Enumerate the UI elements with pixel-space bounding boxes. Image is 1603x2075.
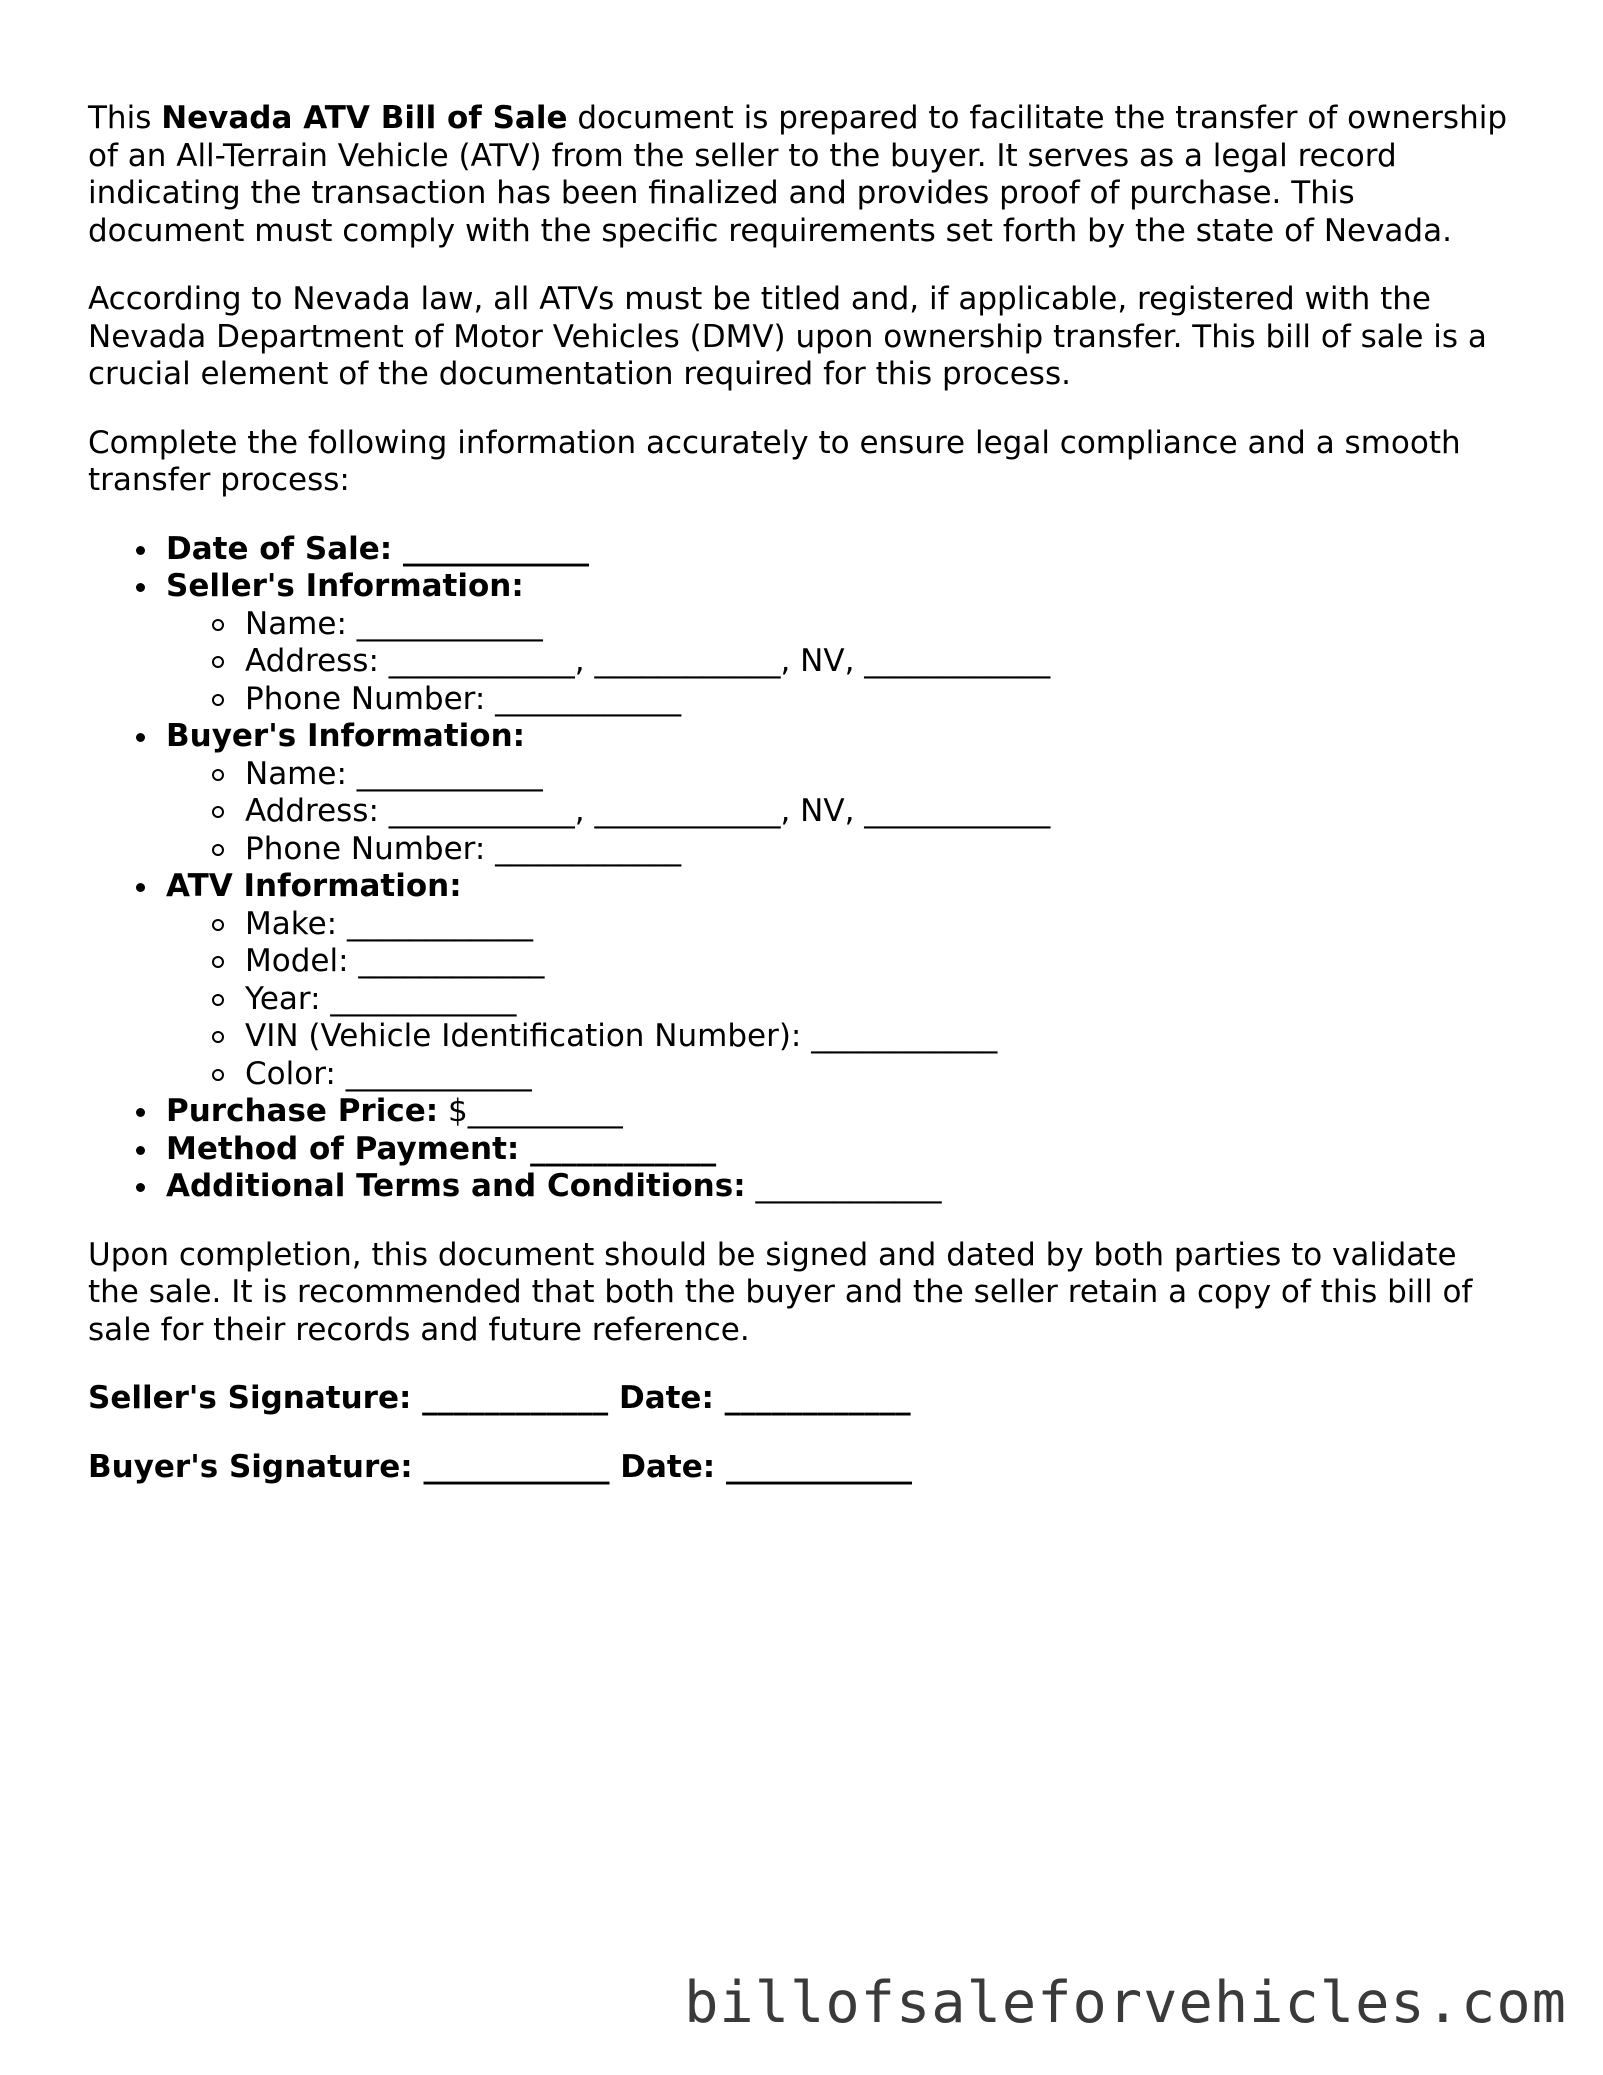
additional-terms-blank: ____________ <box>745 1168 942 1204</box>
additional-terms-field <box>166 1168 1508 1206</box>
purchase-price-field <box>166 1093 1508 1131</box>
atv-information-list <box>166 906 1508 1094</box>
atv-model-field: Model: ____________ <box>245 943 1508 981</box>
buyer-information-section <box>166 718 1508 868</box>
intro-p1-before: This <box>88 100 162 136</box>
site-watermark: billofsaleforvehicles.com <box>684 1970 1567 2036</box>
buyer-information-heading: Buyer's Information: <box>166 718 526 754</box>
seller-information-list <box>166 606 1508 719</box>
intro-p1-after: document is prepared to facilitate the transfer of ownership of an All-Terrain Vehicle (ATV) from the seller to the buyer. It serves as a legal record indicating the transaction has been finalized and provides proof of purchase. This document must comply with the specific requirements set forth by the state of Nevada. <box>88 100 1508 249</box>
purchase-price-blank: $__________ <box>438 1093 623 1129</box>
buyer-address-field: Address: ____________, ____________, NV, ____________ <box>245 793 1508 831</box>
intro-paragraph-2: According to Nevada law, all ATVs must be titled and, if applicable, registered with the Nevada Department of Motor Vehicles (DMV) upon ownership transfer. This bill of sale is a crucial element of the documentation required for this process. <box>88 281 1487 392</box>
atv-information-heading: ATV Information: <box>166 868 462 904</box>
buyer-information-list <box>166 756 1508 869</box>
seller-information-heading: Seller's Information: <box>166 568 524 604</box>
purchase-price-label: Purchase Price: <box>166 1093 439 1129</box>
atv-color-field: Color: ____________ <box>245 1056 1508 1094</box>
seller-phone-field: Phone Number: ____________ <box>245 681 1508 719</box>
atv-year-field: Year: ____________ <box>245 981 1508 1019</box>
atv-vin-field: VIN (Vehicle Identification Number): ____________ <box>245 1018 1508 1056</box>
date-of-sale-field <box>166 531 1508 569</box>
date-of-sale-label: Date of Sale: ____________ <box>166 530 589 567</box>
seller-signature-line: Seller's Signature: ____________ Date: ____________ <box>88 1380 911 1416</box>
method-of-payment-label: Method of Payment: ____________ <box>166 1130 717 1167</box>
form-field-list <box>88 531 1508 1206</box>
buyer-signature-line: Buyer's Signature: ____________ Date: ____________ <box>88 1448 912 1485</box>
seller-address-field: Address: ____________, ____________, NV, ____________ <box>245 643 1508 681</box>
atv-information-section <box>166 868 1508 1093</box>
intro-paragraph-1 <box>88 100 1508 250</box>
additional-terms-label: Additional Terms and Conditions: <box>166 1168 746 1204</box>
closing-paragraph: Upon completion, this document should be signed and dated by both parties to validate the sale. It is recommended that both the buyer and the seller retain a copy of this bill of sale for their records and future reference. <box>88 1236 1473 1348</box>
method-of-payment-field <box>166 1131 1508 1169</box>
buyer-name-field: Name: ____________ <box>245 756 1508 794</box>
seller-information-section <box>166 568 1508 718</box>
atv-make-field: Make: ____________ <box>245 906 1508 944</box>
seller-name-field: Name: ____________ <box>245 606 1508 644</box>
intro-paragraph-3: Complete the following information accurately to ensure legal compliance and a smooth transfer process: <box>88 424 1461 498</box>
document-body <box>88 100 1508 1517</box>
document-title-inline: Nevada ATV Bill of Sale <box>161 100 568 136</box>
buyer-phone-field: Phone Number: ____________ <box>245 831 1508 869</box>
